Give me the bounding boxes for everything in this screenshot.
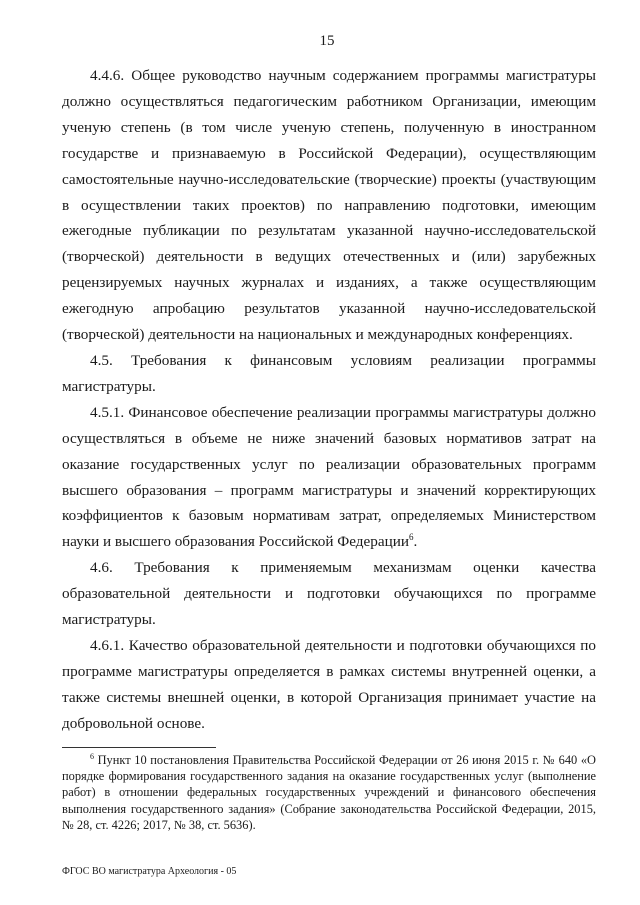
paragraph-4-5-1-end: . bbox=[413, 533, 418, 551]
page-number: 15 bbox=[319, 33, 335, 49]
footnote-text: Пункт 10 постановления Правительства Российской Федерации от 26 июня 2015 г. № 640 «О порядке формирования государственного задания на оказание государственных услуг (выполнение работ) в отношении федеральных государственных учреждений и финансового обеспечения выполнения государственного задания» (Собрание законодательства Российской Федерации, 2015, № 28, ст. 4226; 2017, № 38, ст. 5636). bbox=[62, 753, 596, 832]
body-text bbox=[62, 63, 596, 737]
paragraph-4-6: 4.6. Требования к применяемым механизмам оценки качества образовательной деятельности и подготовки обучающихся по программе магистратуры. bbox=[62, 559, 596, 629]
footnote-reference: 6 bbox=[409, 532, 414, 543]
footnote-divider bbox=[62, 747, 216, 748]
footnote-marker: 6 bbox=[90, 751, 94, 761]
paragraph-4-6-1: 4.6.1. Качество образовательной деятельности и подготовки обучающихся по программе магистратуры определяется в рамках системы внутренней оценки, а также системы внешней оценки, в которой Организация принимает участие на добровольной основе. bbox=[62, 636, 596, 732]
paragraph-4-5-1 bbox=[62, 400, 596, 555]
paragraph-4-5-1-text: 4.5.1. Финансовое обеспечение реализации программы магистратуры должно осуществляться в объеме не ниже значений базовых нормативов затрат на оказание государственных услуг по реализации образовательных программ высшего образования – программ магистратуры и значений корректирующих коэффициентов к базовым нормативам затрат, определяемых Министерством науки и высшего образования Российской Федерации bbox=[62, 403, 596, 551]
footnote bbox=[62, 752, 596, 833]
paragraph-4-4-6: 4.4.6. Общее руководство научным содержанием программы магистратуры должно осуществляться педагогическим работником Организации, имеющим ученую степень (в том числе ученую степень, полученную в иностранном государстве и признаваемую в Российской Федерации), осуществляющим самостоятельные научно-исследовательские (творческие) проекты (участвующим в осуществлении таких проектов) по направлению подготовки, имеющим ежегодные публикации по результатам указанной научно-исследовательской (творческой) деятельности в ведущих отечественных и (или) зарубежных рецензируемых научных журналах и изданиях, а также осуществляющим ежегодную апробацию результатов указанной научно-исследовательской (творческой) деятельности на национальных и международных конференциях. bbox=[62, 67, 596, 344]
document-footer: ФГОС ВО магистратура Археология - 05 bbox=[62, 866, 237, 877]
paragraph-4-5: 4.5. Требования к финансовым условиям реализации программы магистратуры. bbox=[62, 351, 596, 395]
